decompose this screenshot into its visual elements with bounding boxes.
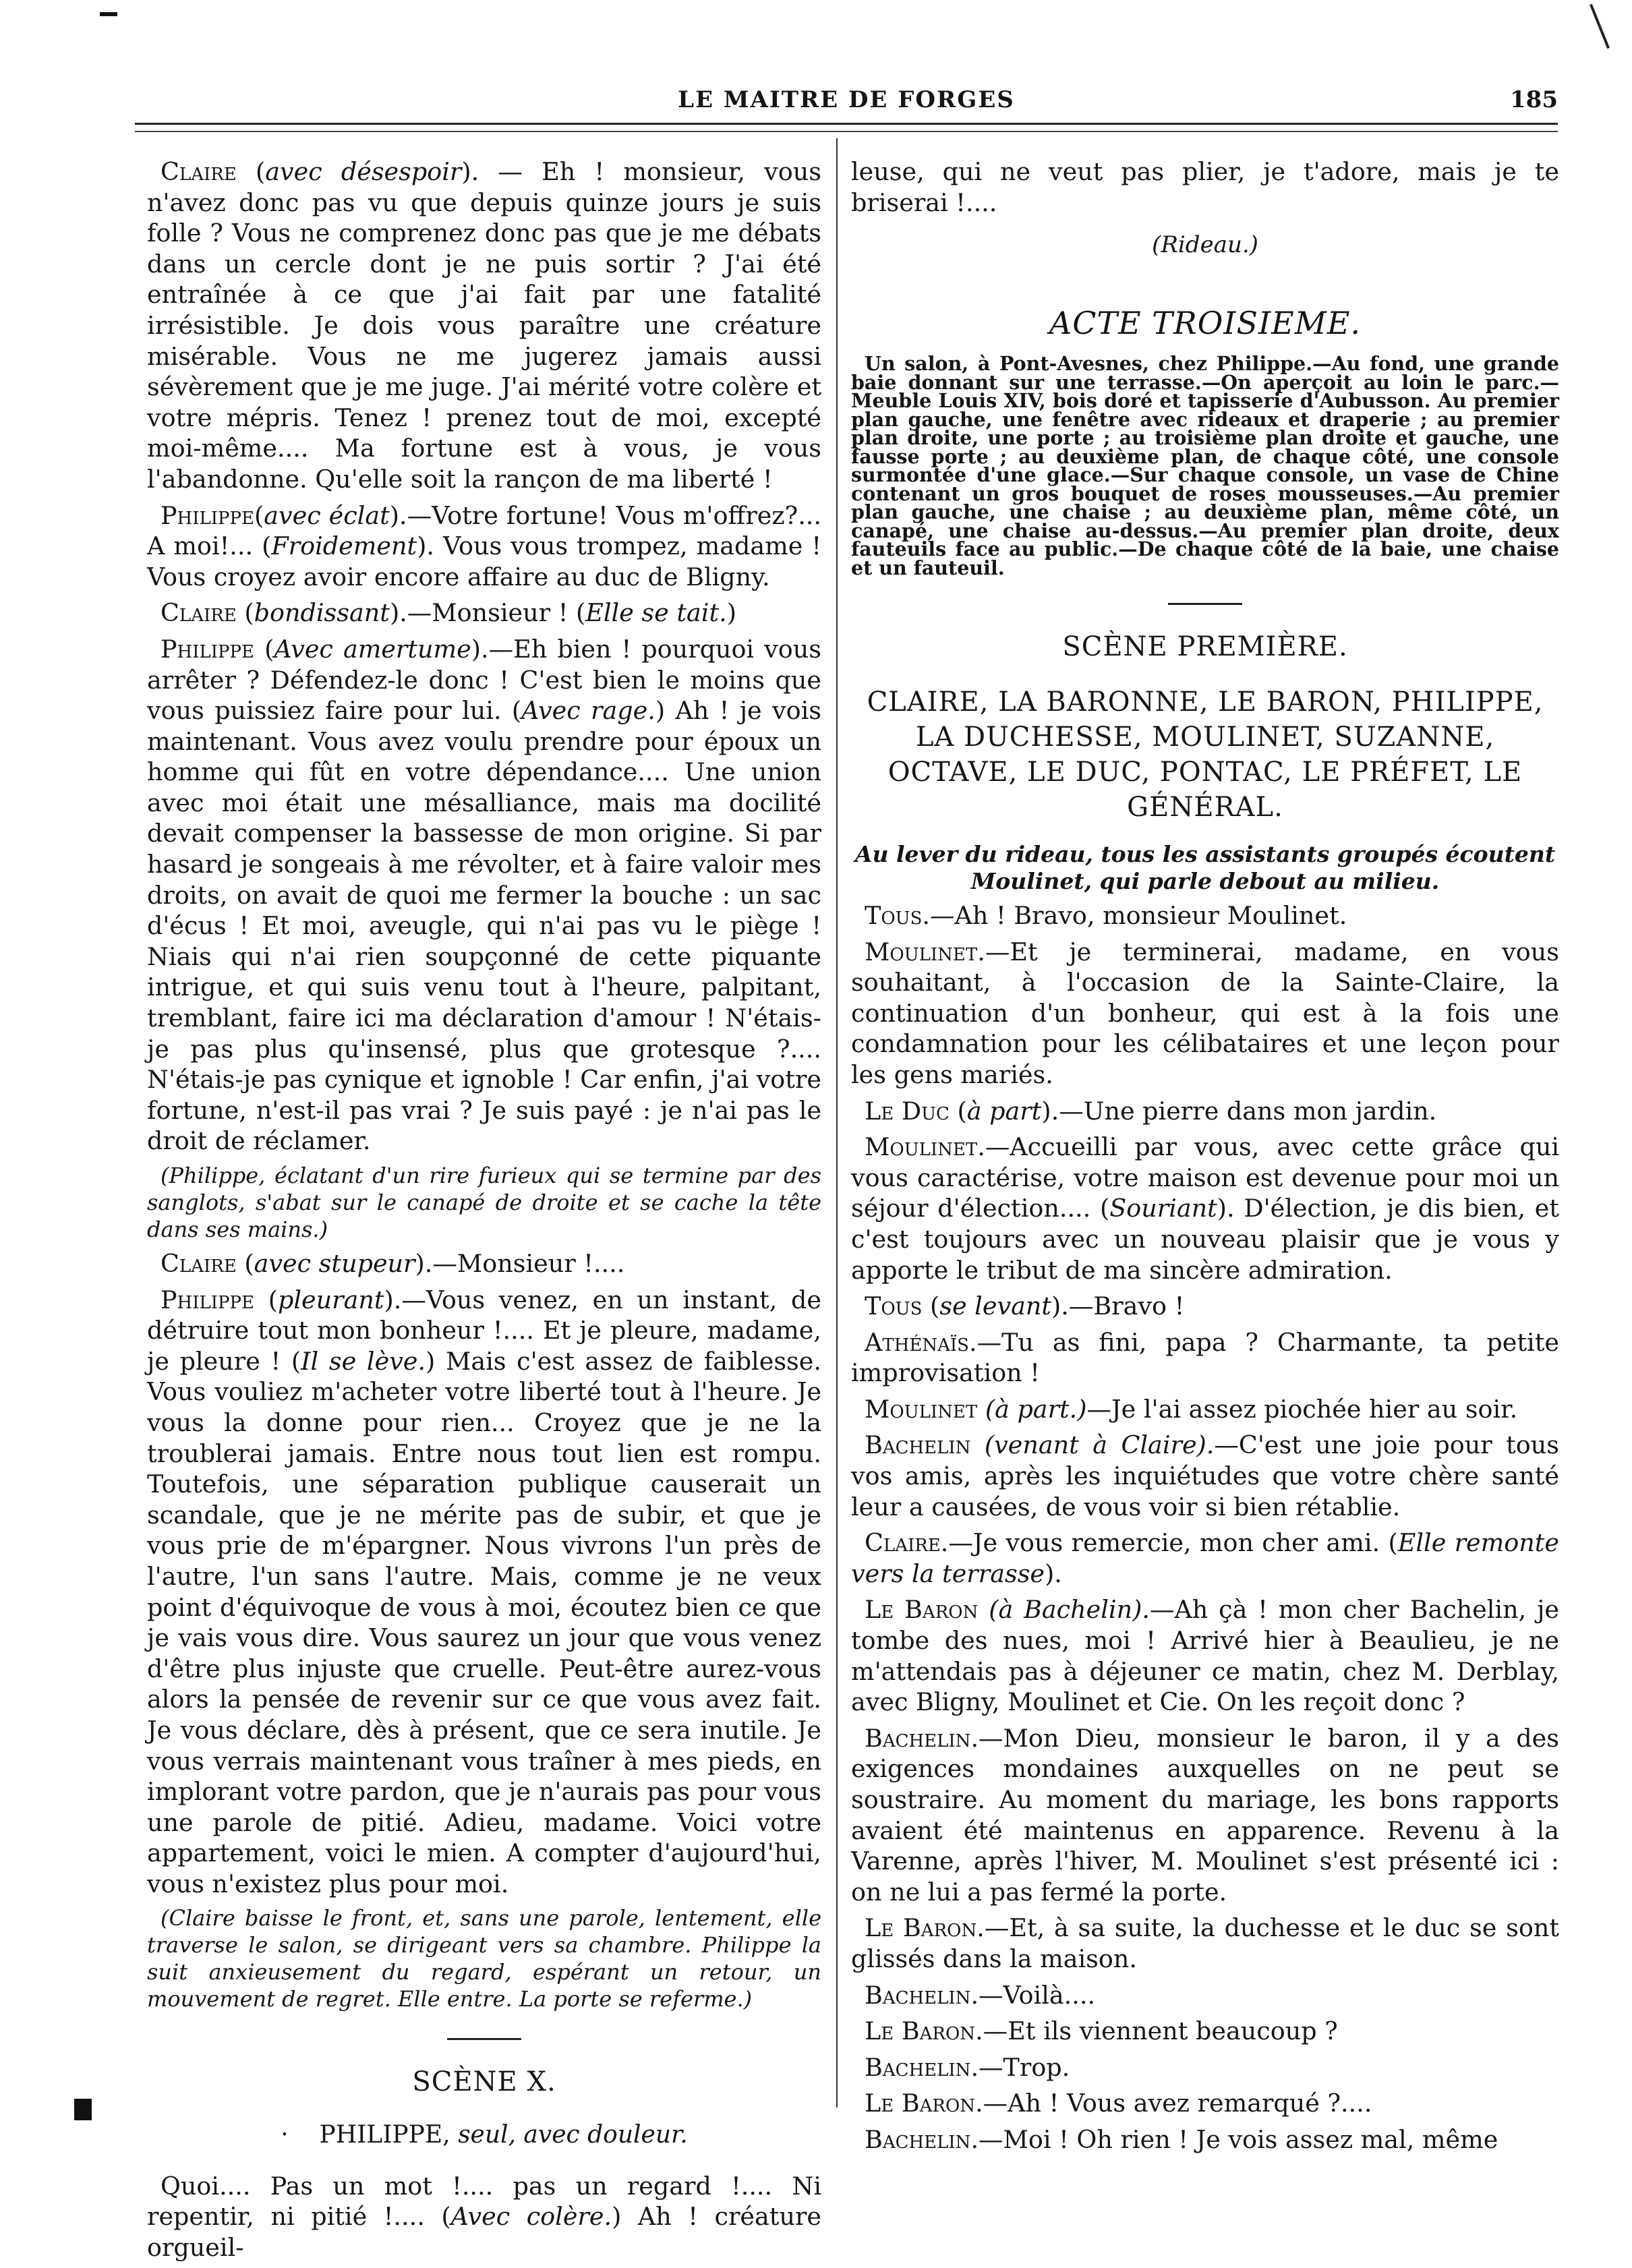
print-mark (1590, 4, 1610, 49)
speaker: Bachelin (865, 1430, 971, 1460)
speaker: Claire (161, 1249, 237, 1278)
header-rule (135, 123, 1558, 125)
print-mark (74, 2099, 92, 2120)
speaker: Le Baron (865, 1913, 977, 1943)
speaker: Moulinet (865, 1132, 978, 1162)
speaker: Philippe (161, 1285, 255, 1314)
stage-direction: Elle remonte vers la terrasse (851, 1528, 1559, 1588)
speech: ). (1045, 1559, 1062, 1588)
speech: .—Ah ! Bravo, monsieur Moulinet. (922, 900, 1347, 930)
speaker: Bachelin (865, 2124, 971, 2154)
stage-direction: Avec amertume (274, 634, 471, 664)
column-divider (836, 138, 838, 2107)
left-column (147, 156, 821, 2268)
speech: —Je l'ai assez piochée hier au soir. (1086, 1394, 1518, 1424)
speech: .—Accueilli par vous, avec cette grâce qui vous caractérise, votre maison est devenue pour moi un séjour d'élection.... ( (851, 1132, 1559, 1223)
dialogue-line (851, 1132, 1559, 1285)
dialogue-line: Tous (se levant).—Bravo ! (865, 1291, 1185, 1321)
dialogue-line: Claire (avec désespoir). — Eh ! monsieur, vous n'avez donc pas vu que depuis quinze jours je suis folle ? Vous ne comprenez donc pas que je me débats dans un cercle dont je ne puis sortir ? J'ai été entraînée à ce que j'ai fait par une fatalité irrésistible. Je dois vous paraître une créature misérable. Vous ne me jugerez jamais aussi sévèrement que je me juge. J'ai mérité votre colère et votre mépris. Tenez ! prenez tout de moi, excepté moi-même.... Ma fortune est à vous, je vous l'abandonne. Qu'elle soit la rançon de ma liberté ! (147, 157, 821, 494)
section-separator (1168, 603, 1242, 605)
stage-direction: (venant à Claire). (984, 1430, 1215, 1460)
stage-direction-text: à Bachelin). (998, 1595, 1150, 1625)
dialogue-line: Le Duc (à part).—Une pierre dans mon jardin. (865, 1096, 1437, 1126)
dialogue-line (851, 2016, 1559, 2047)
dialogue-line: Claire (avec stupeur).—Monsieur !.... (161, 1249, 625, 1278)
stage-direction: seul, avec douleur. (458, 2121, 688, 2149)
speech: .—Mon Dieu, monsieur le baron, il y a des exigences mondaines auxquelles on ne peut se soustraire. Au moment du mariage, les bons rapports avaient été maintenus en apparence. Revenu à la Varenne, après l'hiver, M. Moulinet s'est présenté ici : on ne lui a pas fermé la porte. (851, 1723, 1559, 1907)
speech: .—Ah ! Vous avez remarqué ?.... (975, 2089, 1372, 2118)
stage-direction: Souriant (1109, 1194, 1217, 1223)
stage-direction-block: Au lever du rideau, tous les assistants groupés écoutent Moulinet, qui parle debout au milieu. (854, 840, 1556, 894)
dialogue-line (851, 937, 1559, 1091)
speech: .—Eh bien ! pourquoi vous arrêter ? Défendez-le donc ! C'est bien le moins que vous puissiez faire pour lui. ( (147, 634, 821, 726)
scene-title: SCÈNE X. (412, 2066, 556, 2098)
speech: ). D'élection, je dis bien, et c'est toujours avec un nouveau plaisir que je vous y apporte le tribut de ma sincère admiration. (851, 1194, 1559, 1285)
print-mark (100, 12, 117, 16)
header-rule (135, 131, 1558, 132)
speaker: Moulinet (865, 1394, 978, 1424)
speech: ) Ah ! je vois maintenant. Vous avez voulu prendre pour époux un homme qui fût en votre dépendance.... Une union avec moi était une mésalliance, mais ma docilité devait compenser la bassesse de mon origine. Si par hasard je songeais à me révolter, et à faire valoir mes droits, on avait de quoi me fermer la bouche : un sac d'écus ! Et moi, aveugle, qui n'ai pas vu le piège ! Niais qui n'ai rien soupçonné de cette piquante intrigue, et qui suis venu tout à l'heure, palpitant, tremblant, faire ici ma déclaration d'amour ! N'étais-je pas plus qu'insensé, plus que grotesque ?.... N'étais-je pas cynique et ignoble ! Car enfin, j'ai votre fortune, n'est-il pas vrai ? Je suis payé : je n'ai pas le droit de réclamer. (147, 696, 821, 1156)
speaker: Claire (161, 157, 237, 186)
dialogue-line (851, 1723, 1559, 1908)
stage-direction: bondissant (254, 598, 390, 628)
dialogue-line (851, 2052, 1559, 2083)
dialogue-line (851, 1594, 1559, 1717)
dialogue-line (851, 1980, 1559, 2011)
stage-direction: pleurant (277, 1285, 384, 1314)
stage-direction: Froidement (271, 531, 417, 561)
stage-direction: avec désespoir (265, 157, 462, 186)
speech: .—Et ils viennent beaucoup ? (975, 2016, 1338, 2046)
speech: —Ah çà ! mon cher Bachelin, je tombe des nues, moi ! Arrivé hier à Beaulieu, je ne m'attendais pas à déjeuner ce matin, chez M. Derblay, avec Bligny, Moulinet et Cie. On les reçoit donc ? (851, 1595, 1560, 1717)
right-column (851, 156, 1559, 2161)
dialogue-line (851, 2124, 1559, 2155)
speech: .—Voilà.... (970, 1980, 1096, 2010)
speech: .—Tu as fini, papa ? Charmante, ta petite improvisation ! (851, 1327, 1559, 1388)
set-description: Un salon, à Pont-Avesnes, chez Philippe.—Au fond, une grande baie donnant sur une terrasse.—On aperçoit au loin le parc.—Meuble Louis XIV, bois doré et tapisserie d'Aubusson. Au premier plan gauche, une fenêtre avec rideaux et draperie ; au premier plan droite, une porte ; au troisième plan droite et gauche, une fausse porte ; au deuxième plan, de chaque côté, une console surmontée d'une glace.—Sur chaque console, un vase de Chine contenant un gros bouquet de roses mousseuses.—Au premier plan gauche, une chaise ; au deuxième plan, même côté, un canapé, une chaise au-dessus.—Au premier plan droite, deux fauteuils face au public.—De chaque côté de la baie, une chaise et un fauteuil. (851, 352, 1559, 579)
speech: Quoi.... Pas un mot !.... pas un regard !.... Ni repentir, ni pitié !.... ( (147, 2171, 821, 2232)
speaker: Le Duc (865, 1096, 950, 1126)
dialogue-line (147, 2171, 821, 2263)
speech: .—Monsieur !.... (424, 1249, 625, 1278)
speaker: Moulinet (865, 937, 978, 966)
speech: .—Votre fortune! Vous m'offrez?... A moi!... ( (147, 500, 822, 561)
scene-characters: CLAIRE, LA BARONNE, LE BARON, PHILIPPE, LA DUCHESSE, MOULINET, SUZANNE, OCTAVE, LE DUC, PONTAC, LE PRÉFET, LE GÉNÉRAL. (867, 686, 1544, 823)
speech: ). Vous vous trompez, madame ! Vous croyez avoir encore affaire au duc de Bligny. (147, 531, 821, 591)
stage-direction: à part (966, 1096, 1042, 1126)
speech: .—Et, à sa suite, la duchesse et le duc se sont glissés dans la maison. (851, 1913, 1559, 1973)
speaker: Le Baron (865, 2089, 976, 2118)
dialogue-line (851, 1394, 1559, 1425)
speech: ) Ah ! créature orgueil- (147, 2202, 822, 2262)
dialogue-line: Philippe (pleurant).—Vous venez, en un instant, de détruire tout mon bonheur !.... Et je pleure, madame, je pleure ! (Il se lève.) Mais c'est assez de faiblesse. Vous vouliez m'acheter votre liberté tout à l'heure. Je vous la donne pour rien... Croyez que je ne la troublerai jamais. Entre nous tout lien est rompu. Toutefois, une séparation publique causerait un scandale, que je ne mérite pas de subir, et que je vous prie de m'épargner. Nous vivrons l'un près de l'autre, l'un sans l'autre. Mais, comme je ne veux point d'équivoque de vous à moi, écoutez bien ce que je vais vous dire. Vous saurez un jour que vous venez d'être plus injuste que cruelle. Peut-être aurez-vous alors la pensée de revenir sur ce que vous avez fait. Je vous déclare, dès à présent, que ce sera inutile. Je vous verrais maintenant vous traîner à mes pieds, en implorant votre pardon, que je n'aurais pas pour vous une parole de pitié. Adieu, madame. Voici votre appartement, voici le mien. A compter d'aujourd'hui, vous n'existez plus pour moi. (147, 1285, 821, 1898)
speech: .—Je vous remercie, mon cher ami. ( (940, 1528, 1398, 1558)
stage-direction: Elle se tait. (585, 598, 727, 628)
dialogue-line (851, 1913, 1559, 1974)
act-title: ACTE TROISIEME. (1049, 304, 1362, 341)
curtain-direction: (Rideau.) (1152, 231, 1258, 259)
dialogue-line (851, 2088, 1559, 2119)
speaker: Philippe (161, 634, 255, 664)
speech: . — Eh ! monsieur, vous n'avez donc pas vu que depuis quinze jours je suis folle ? Vous ne comprenez donc pas que je me débats dans un cercle dont je ne puis sortir ? J'ai été entraînée à ce que j'ai fait par une fatalité irrésistible. Je dois vous paraître une créature misérable. Vous ne me jugerez jamais aussi sévèrement que je me juge. J'ai mérité votre colère et votre mépris. Tenez ! prenez tout de moi, excepté moi-même.... Ma fortune est à vous, je vous l'abandonne. Qu'elle soit la rançon de ma liberté ! (147, 157, 821, 494)
page-number: 185 (1510, 86, 1558, 113)
speaker: Bachelin (865, 1980, 971, 2010)
speaker: Le Baron (865, 2016, 976, 2046)
stage-direction-block: (Claire baisse le front, et, sans une parole, lentement, elle traverse le salon, se dirigeant vers sa chambre. Philippe la suit anxieusement du regard, espérant un retour, un mouvement de regret. Elle entre. La porte se referme.) (147, 1905, 821, 2012)
speech: ) (726, 598, 736, 628)
scene-title: SCÈNE PREMIÈRE. (1062, 631, 1348, 663)
stage-direction-text: venant à Claire). (994, 1430, 1215, 1460)
stage-direction: Avec colère. (450, 2202, 612, 2232)
speaker: Athénaïs (865, 1327, 969, 1357)
speech: .—Bravo ! (1061, 1291, 1185, 1321)
speaker: Tous (865, 900, 923, 930)
dialogue-line: Philippe(avec éclat).—Votre fortune! Vous m'offrez?... A moi!... (Froidement). Vous vous trompez, madame ! Vous croyez avoir encore affaire au duc de Bligny. (147, 500, 822, 591)
stage-direction: se levant (939, 1291, 1051, 1321)
dialogue-line (851, 1528, 1559, 1589)
speaker: Philippe (161, 500, 255, 530)
dialogue-line: Claire (bondissant).—Monsieur ! (Elle se tait.) (161, 598, 736, 628)
speech: .—Monsieur ! ( (399, 598, 586, 628)
dialogue-line (851, 900, 1559, 931)
speaker: Claire (865, 1528, 941, 1558)
stage-direction-text: à part. (995, 1394, 1078, 1424)
scene-characters (147, 2120, 821, 2151)
speech: .—Trop. (970, 2052, 1070, 2082)
stage-direction: avec éclat (264, 500, 390, 530)
dialogue-line (851, 1327, 1559, 1389)
dialogue-continuation: leuse, qui ne veut pas plier, je t'adore, mais je te briserai !.... (851, 157, 1559, 217)
speaker: Bachelin (865, 2052, 971, 2082)
speech: .—Et je terminerai, madame, en vous souhaitant, à l'occasion de la Sainte-Claire, la continuation d'un bonheur, qui est à la fois une condamnation pour les célibataires et une leçon pour les gens mariés. (851, 937, 1559, 1089)
stage-direction: (à part.) (985, 1394, 1087, 1424)
speaker: Tous (865, 1291, 923, 1321)
dialogue-line: Philippe (Avec amertume).—Eh bien ! pourquoi vous arrêter ? Défendez-le donc ! C'est bien le moins que vous puissiez faire pour lui. (Avec rage.) Ah ! je vois maintenant. Vous avez voulu prendre pour époux un homme qui fût en votre dépendance.... Une union avec moi était une mésalliance, mais ma docilité devait compenser la bassesse de mon origine. Si par hasard je songeais à me révolter, et à faire valoir mes droits, on avait de quoi me fermer la bouche : un sac d'écus ! Et moi, aveugle, qui n'ai pas vu le piège ! Niais qui n'ai rien soupçonné de cette piquante intrigue, et qui suis venu tout à l'heure, palpitant, tremblant, faire ici ma déclaration d'amour ! N'étais-je pas plus qu'insensé, plus que grotesque ?.... N'étais-je pas cynique et ignoble ! Car enfin, j'ai votre fortune, n'est-il pas vrai ? Je suis payé : je n'ai pas le droit de réclamer. (147, 634, 821, 1156)
speech: —C'est une joie pour tous vos amis, après les inquiétudes que votre chère santé leur a causées, de vous voir si bien rétablie. (851, 1430, 1559, 1521)
bullet: · (281, 2121, 289, 2149)
speech: .—Vous venez, en un instant, de détruire tout mon bonheur !.... Et je pleure, madame, je pleure ! ( (147, 1285, 821, 1376)
speech: .—Une pierre dans mon jardin. (1051, 1096, 1437, 1126)
running-title: LE MAITRE DE FORGES (678, 86, 1015, 113)
speech: ) Mais c'est assez de faiblesse. Vous vouliez m'acheter votre liberté tout à l'heure. Je vous la donne pour rien... Croyez que je ne la troublerai jamais. Entre nous tout lien est rompu. Toutefois, une séparation publique causerait un scandale, que je ne mérite pas de subir, et que je vous prie de m'épargner. Nous vivrons l'un près de l'autre, l'un sans l'autre. Mais, comme je ne veux point d'équivoque de vous à moi, écoutez bien ce que je vais vous dire. Vous saurez un jour que vous venez d'être plus injuste que cruelle. Peut-être aurez-vous alors la pensée de revenir sur ce que vous avez fait. Je vous déclare, dès à présent, que ce sera inutile. Je vous verrais maintenant vous traîner à mes pieds, en implorant votre pardon, que je n'aurais pas pour vous une parole de pitié. Adieu, madame. Voici votre appartement, voici le mien. A compter d'aujourd'hui, vous n'existez plus pour moi. (147, 1346, 821, 1898)
dialogue-line (851, 1430, 1559, 1522)
speech: .—Moi ! Oh rien ! Je vois assez mal, même (970, 2124, 1498, 2154)
stage-direction: Il se lève. (301, 1346, 426, 1376)
speaker: Claire (161, 598, 237, 628)
section-separator (447, 2038, 521, 2040)
stage-direction: avec stupeur (254, 1249, 415, 1278)
stage-direction: (à Bachelin). (989, 1595, 1150, 1625)
page-header (135, 86, 1558, 113)
speaker: Bachelin (865, 1723, 971, 1753)
speaker: PHILIPPE, (319, 2121, 450, 2149)
stage-direction: Avec rage. (521, 696, 655, 726)
speaker: Le Baron (865, 1595, 979, 1625)
stage-direction-block: (Philippe, éclatant d'un rire furieux qui se termine par des sanglots, s'abat sur le canapé de droite et se cache la tête dans ses mains.) (147, 1163, 821, 1242)
